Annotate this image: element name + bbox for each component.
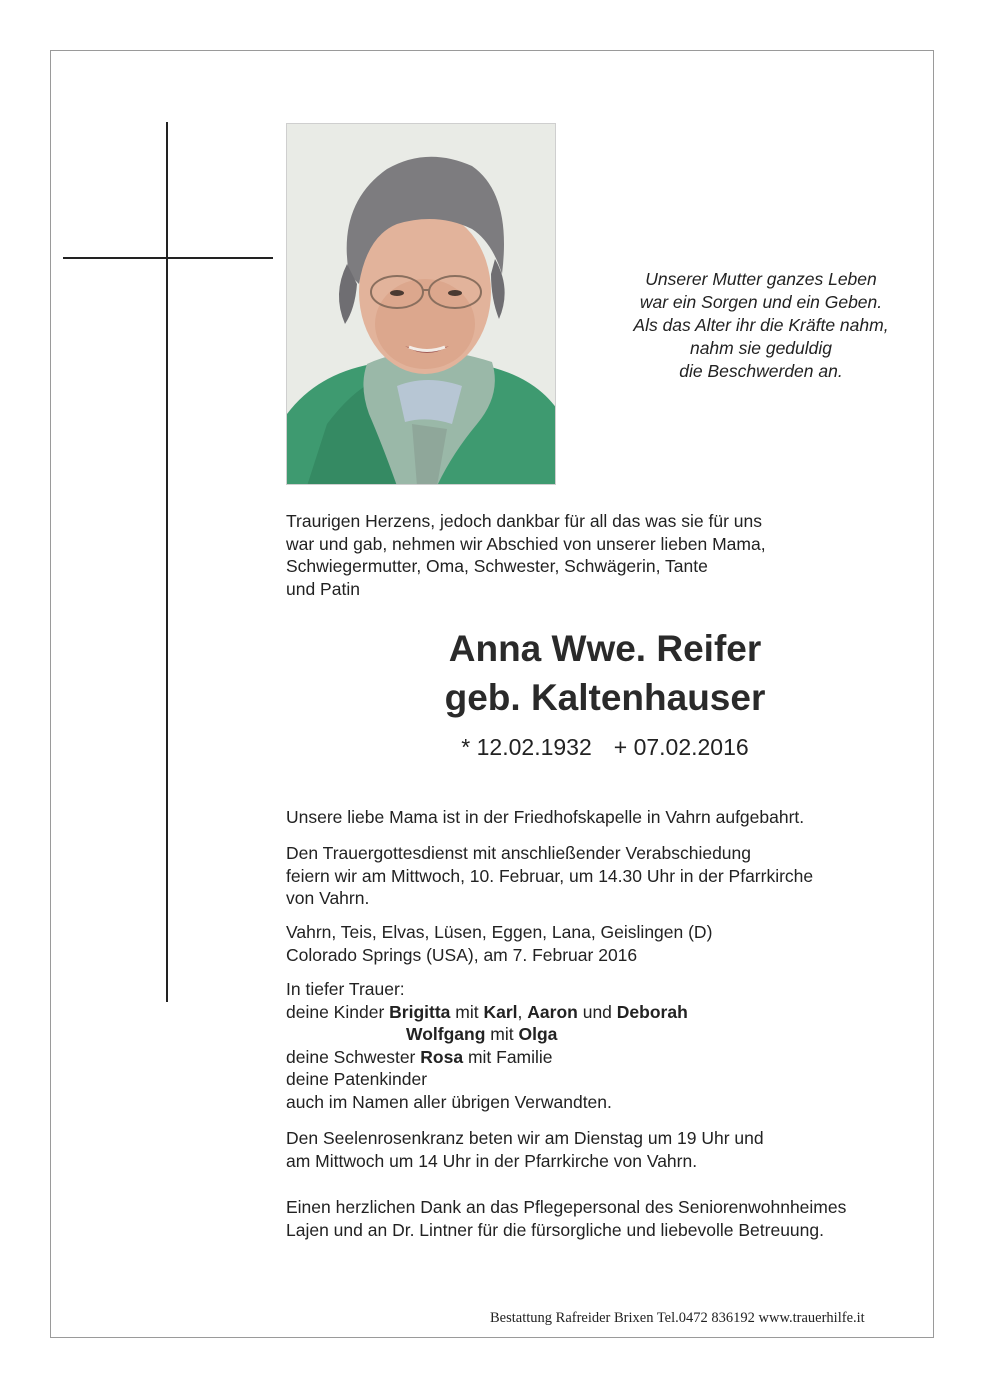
grandchild-name: Aaron [527, 1001, 578, 1022]
spouse-name: Olga [518, 1024, 558, 1044]
poem-line: Als das Alter ihr die Kräfte nahm, [633, 315, 889, 335]
children-line-2 [286, 1023, 688, 1046]
laid-out-notice: Unsere liebe Mama ist in der Friedhofskapelle in Vahrn aufgebahrt. [286, 807, 805, 827]
service-line: feiern wir am Mittwoch, 10. Februar, um 14.30 Uhr in der Pfarrkirche [286, 865, 814, 886]
connector-text: mit [455, 1001, 479, 1022]
cross-horizontal-bar [63, 257, 273, 259]
thanks-line: Lajen und an Dr. Lintner für die fürsorgliche und liebevolle Betreuung. [286, 1219, 824, 1240]
deceased-name: Anna Wwe. Reifer [448, 628, 762, 669]
places-paragraph [286, 921, 712, 966]
intro-line: Schwiegermutter, Oma, Schwester, Schwägerin, Tante [286, 556, 708, 576]
portrait-illustration [287, 124, 556, 485]
sister-line [286, 1046, 688, 1069]
memorial-poem [566, 268, 956, 383]
places-line: Colorado Springs (USA), am 7. Februar 2016 [286, 944, 638, 965]
thanks-paragraph [286, 1196, 846, 1241]
intro-line: war und gab, nehmen wir Abschied von unserer lieben Mama, [286, 533, 766, 554]
children-prefix: deine Kinder [286, 1001, 385, 1022]
grandchild-name: Deborah [616, 1001, 688, 1022]
child-name: Wolfgang [406, 1024, 486, 1044]
intro-line: und Patin [286, 578, 360, 599]
mourners-list [286, 978, 688, 1113]
rosary-line: Den Seelenrosenkranz beten wir am Dienstag um 19 Uhr und [286, 1128, 764, 1148]
funeral-home-footer: Bestattung Rafreider Brixen Tel.0472 836192 www.trauerhilfe.it [490, 1310, 865, 1326]
cross-vertical-bar [166, 122, 168, 1002]
rosary-line: am Mittwoch um 14 Uhr in der Pfarrkirche von Vahrn. [286, 1150, 698, 1171]
intro-line: Traurigen Herzens, jedoch dankbar für all das was sie für uns [286, 511, 762, 531]
poem-line: war ein Sorgen und ein Geben. [639, 292, 883, 312]
rosary-paragraph [286, 1127, 764, 1172]
sister-name: Rosa [420, 1046, 464, 1067]
deceased-birth-name: geb. Kaltenhauser [444, 677, 766, 718]
spouse-name: Karl [483, 1001, 518, 1022]
connector-text: und [582, 1001, 612, 1022]
thanks-line: Einen herzlichen Dank an das Pflegepersonal des Seniorenwohnheimes [286, 1197, 847, 1217]
children-line [286, 1001, 688, 1024]
birth-date: * 12.02.1932 [461, 734, 592, 760]
portrait-photo [286, 123, 556, 485]
life-dates [330, 734, 880, 761]
child-name: Brigitta [389, 1001, 451, 1022]
service-line: Den Trauergottesdienst mit anschließender Verabschiedung [286, 843, 751, 863]
comma-text: , [517, 1001, 523, 1022]
funeral-service-paragraph [286, 842, 813, 910]
poem-line: die Beschwerden an. [679, 361, 843, 381]
places-line: Vahrn, Teis, Elvas, Lüsen, Eggen, Lana, Geislingen (D) [286, 922, 713, 942]
poem-line: nahm sie geduldig [689, 338, 833, 358]
service-line: von Vahrn. [286, 888, 370, 908]
connector-text: mit [490, 1024, 514, 1044]
godchildren-line: deine Patenkinder [286, 1069, 428, 1089]
poem-line: Unserer Mutter ganzes Leben [645, 269, 877, 289]
death-date: + 07.02.2016 [613, 734, 749, 760]
relatives-line: auch im Namen aller übrigen Verwandten. [286, 1091, 612, 1112]
sister-prefix: deine Schwester [286, 1046, 416, 1067]
intro-paragraph [286, 510, 766, 600]
sister-suffix: mit Familie [467, 1046, 553, 1067]
mourners-heading: In tiefer Trauer: [286, 979, 405, 999]
